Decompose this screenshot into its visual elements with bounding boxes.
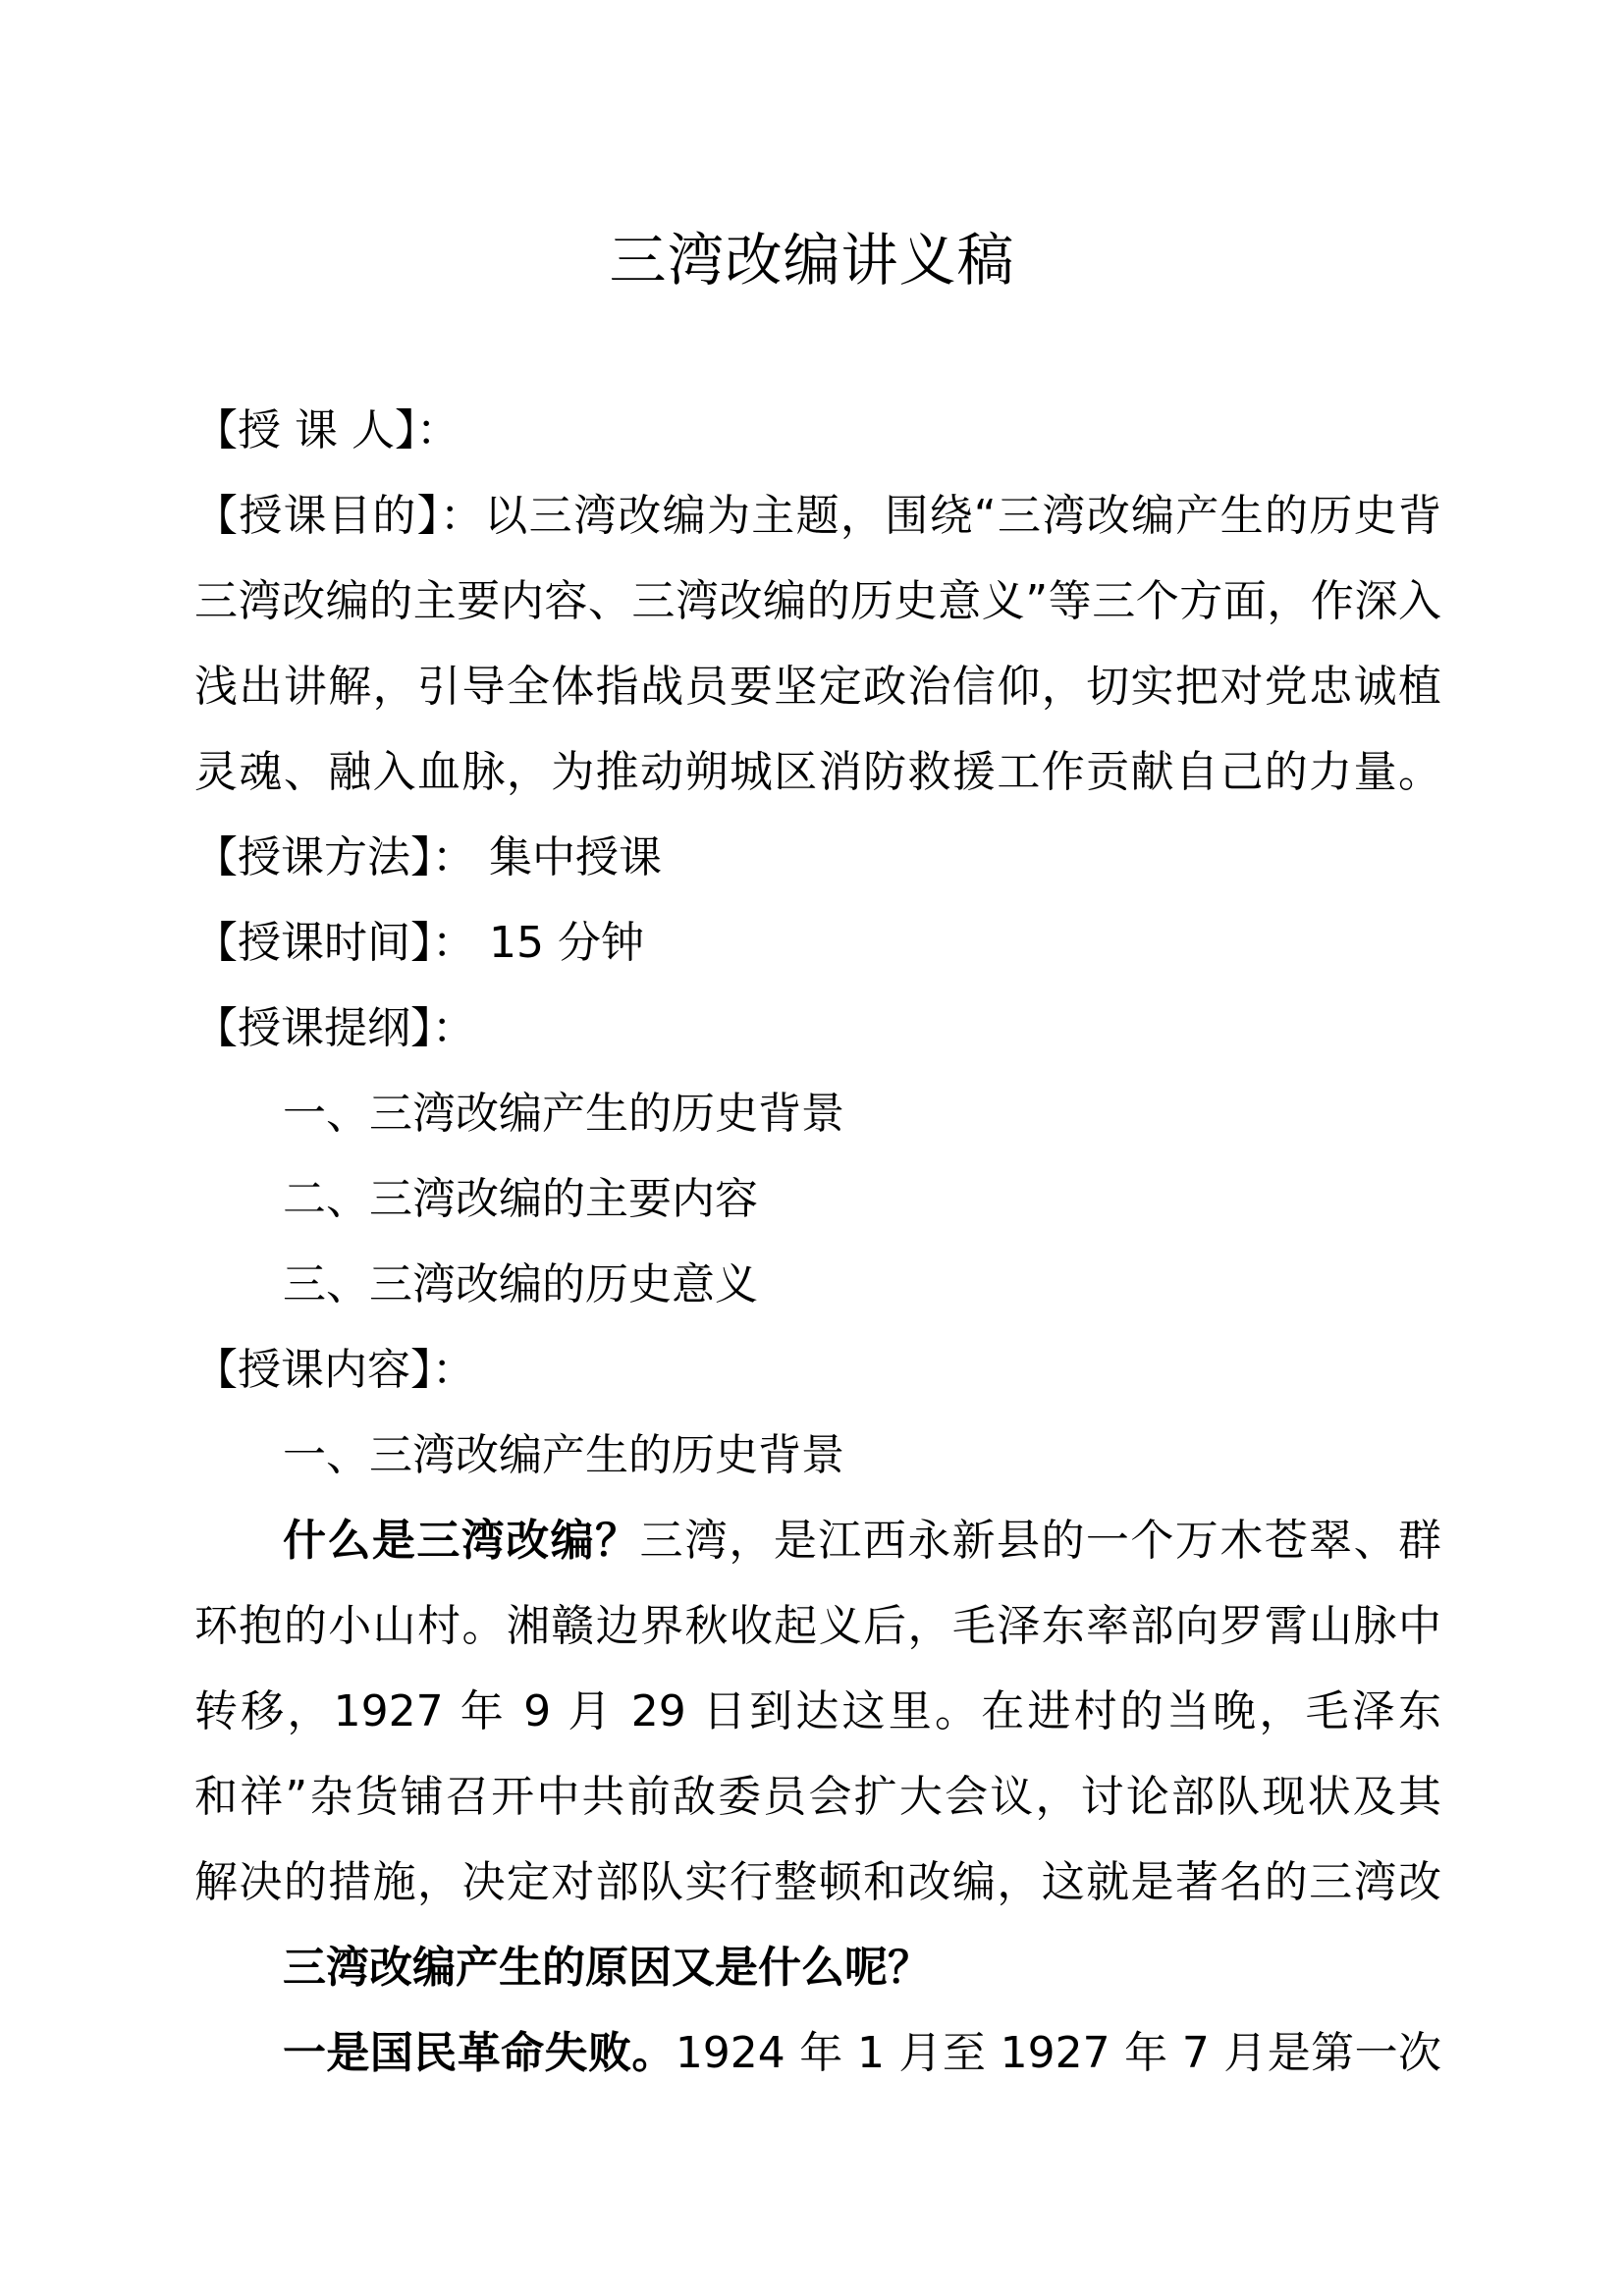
text-line — [194, 1242, 1441, 1327]
line-text: 一、三湾改编产生的历史背景 — [283, 1089, 844, 1139]
bold-heading-text: 什么是三湾改编？ — [283, 1516, 640, 1566]
line-text: 三湾改编的主要内容、三湾改编的历史意义”等三个方面，作深入 — [194, 576, 1441, 626]
text-line — [194, 1327, 1441, 1413]
line-text: 环抱的小山村。湘赣边界秋收起义后，毛泽东率部向罗霄山脉中 — [194, 1601, 1441, 1651]
line-text: 【授课内容】： — [194, 1345, 475, 1395]
text-line — [194, 1840, 1441, 1925]
text-line — [194, 900, 1441, 986]
line-text: 【授课目的】：以三湾改编为主题，围绕“三湾改编产生的历史背 — [194, 491, 1441, 541]
line-text: 1924 年 1 月至 1927 年 7 月是第一次 — [675, 2028, 1441, 2078]
text-line — [194, 1071, 1441, 1156]
line-text: 转移，1927 年 9 月 29 日到达这里。在进村的当晚，毛泽东 — [194, 1686, 1441, 1736]
text-line — [194, 729, 1441, 815]
text-line — [194, 2010, 1441, 2096]
bold-heading-text: 三湾改编产生的原因又是什么呢？ — [283, 1943, 931, 1993]
text-line — [194, 986, 1441, 1071]
line-text: 浅出讲解，引导全体指战员要坚定政治信仰，切实把对党忠诚植 — [194, 662, 1441, 712]
text-line — [194, 644, 1441, 729]
line-text: 解决的措施，决定对部队实行整顿和改编，这就是著名的三湾改 — [194, 1857, 1441, 1907]
text-line — [194, 1583, 1441, 1669]
line-text: 灵魂、融入血脉，为推动朔城区消防救援工作贡献自己的力量。 — [194, 747, 1441, 797]
line-text: 二、三湾改编的主要内容 — [283, 1174, 758, 1224]
text-line — [194, 1498, 1441, 1583]
line-text: 三湾，是江西永新县的一个万木苍翠、群 — [639, 1516, 1441, 1566]
text-line — [194, 1413, 1441, 1498]
line-text: 【授课方法】： 集中授课 — [194, 832, 662, 882]
line-text: 【授 课 人】： — [194, 405, 460, 455]
text-line — [194, 1669, 1441, 1754]
line-text: 三、三湾改编的历史意义 — [283, 1259, 758, 1309]
text-line — [194, 473, 1441, 559]
line-text: 【授课时间】： 15 分钟 — [194, 918, 644, 968]
bold-heading-text: 一是国民革命失败。 — [283, 2028, 676, 2078]
text-line — [194, 815, 1441, 900]
line-text: 一、三湾改编产生的历史背景 — [283, 1430, 844, 1480]
text-line — [194, 1156, 1441, 1242]
document-body — [194, 388, 1441, 2096]
line-text: 【授课提纲】： — [194, 1003, 475, 1053]
text-line — [194, 388, 1441, 473]
document-title: 三湾改编讲义稿 — [609, 227, 1015, 294]
text-line — [194, 1925, 1441, 2010]
text-line — [194, 559, 1441, 644]
text-line — [194, 1754, 1441, 1840]
line-text: 和祥”杂货铺召开中共前敌委员会扩大会议，讨论部队现状及其 — [194, 1772, 1441, 1822]
